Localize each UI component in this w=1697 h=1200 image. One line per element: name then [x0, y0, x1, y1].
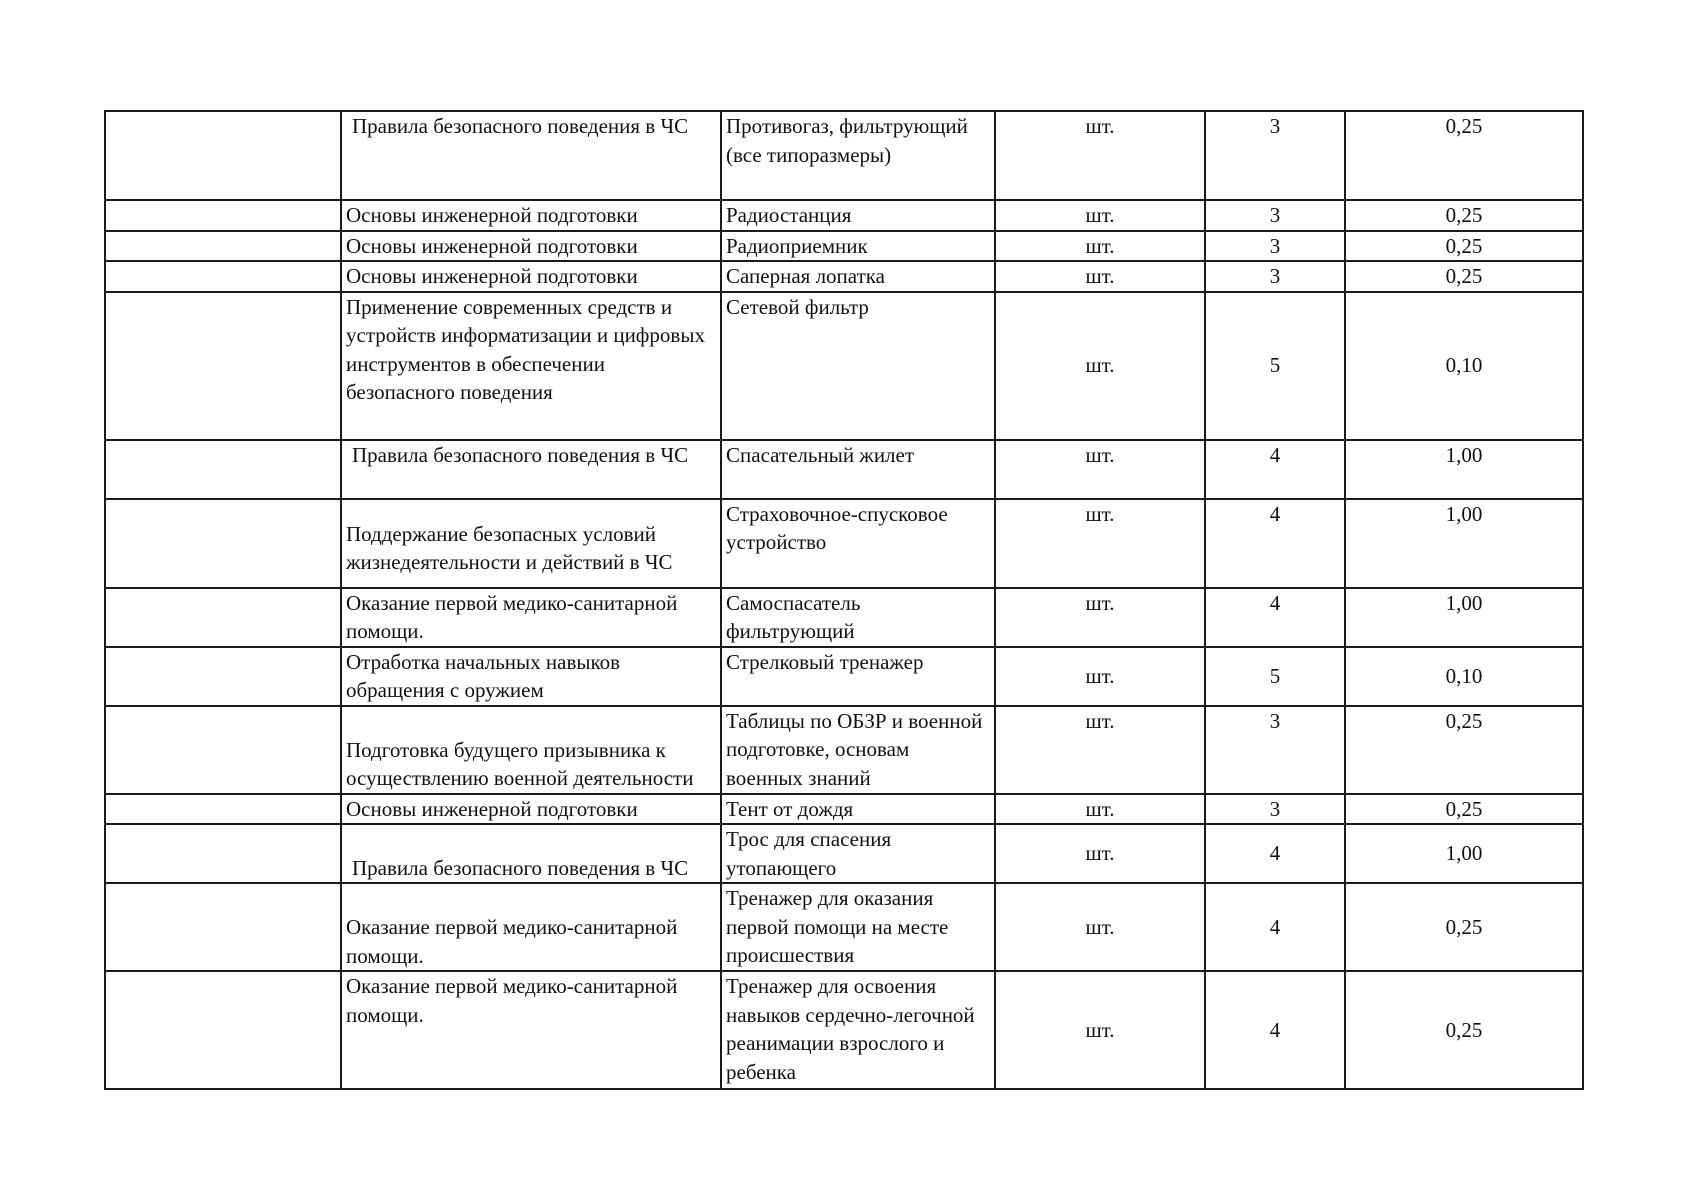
coefficient-cell: 1,00: [1345, 824, 1583, 883]
unit-cell: шт.: [995, 706, 1205, 794]
quantity-cell: 3: [1205, 111, 1345, 200]
unit-cell: шт.: [995, 647, 1205, 706]
table-row: [105, 231, 1583, 262]
number-cell: [105, 883, 341, 971]
table-row: [105, 261, 1583, 292]
topic-cell: Оказание первой медико-санитарной помощи.: [341, 971, 721, 1089]
table-row: [105, 794, 1583, 825]
coefficient-cell: 0,10: [1345, 292, 1583, 440]
coefficient-cell: 0,25: [1345, 794, 1583, 825]
coefficient-cell: 0,25: [1345, 111, 1583, 200]
coefficient-cell: 0,25: [1345, 261, 1583, 292]
number-cell: [105, 261, 341, 292]
table-row: [105, 883, 1583, 971]
topic-cell: Правила безопасного поведения в ЧС: [341, 824, 721, 883]
table-row: [105, 647, 1583, 706]
item-cell: Таблицы по ОБЗР и военной подготовке, основам военных знаний: [721, 706, 995, 794]
table-row: [105, 200, 1583, 231]
unit-cell: шт.: [995, 292, 1205, 440]
quantity-cell: 4: [1205, 883, 1345, 971]
number-cell: [105, 292, 341, 440]
unit-cell: шт.: [995, 440, 1205, 499]
coefficient-cell: 1,00: [1345, 499, 1583, 588]
item-cell: Тренажер для оказания первой помощи на месте происшествия: [721, 883, 995, 971]
unit-cell: шт.: [995, 111, 1205, 200]
topic-cell: Правила безопасного поведения в ЧС: [341, 440, 721, 499]
unit-cell: шт.: [995, 794, 1205, 825]
item-cell: Трос для спасения утопающего: [721, 824, 995, 883]
topic-cell: Основы инженерной подготовки: [341, 794, 721, 825]
topic-cell: Поддержание безопасных условий жизнедеятельности и действий в ЧС: [341, 499, 721, 588]
item-cell: Стрелковый тренажер: [721, 647, 995, 706]
table-row: [105, 111, 1583, 200]
number-cell: [105, 200, 341, 231]
number-cell: [105, 588, 341, 647]
table-row: [105, 706, 1583, 794]
item-cell: Тренажер для освоения навыков сердечно-легочной реанимации взрослого и ребенка: [721, 971, 995, 1089]
quantity-cell: 3: [1205, 200, 1345, 231]
quantity-cell: 4: [1205, 971, 1345, 1089]
unit-cell: шт.: [995, 231, 1205, 262]
unit-cell: шт.: [995, 588, 1205, 647]
topic-cell: Применение современных средств и устройств информатизации и цифровых инструментов в обеспечении безопасного поведения: [341, 292, 721, 440]
item-cell: Спасательный жилет: [721, 440, 995, 499]
number-cell: [105, 111, 341, 200]
quantity-cell: 4: [1205, 588, 1345, 647]
number-cell: [105, 231, 341, 262]
unit-cell: шт.: [995, 971, 1205, 1089]
item-cell: Радиоприемник: [721, 231, 995, 262]
number-cell: [105, 499, 341, 588]
coefficient-cell: 0,25: [1345, 706, 1583, 794]
quantity-cell: 5: [1205, 292, 1345, 440]
coefficient-cell: 0,10: [1345, 647, 1583, 706]
coefficient-cell: 0,25: [1345, 883, 1583, 971]
topic-cell: Основы инженерной подготовки: [341, 261, 721, 292]
quantity-cell: 3: [1205, 706, 1345, 794]
coefficient-cell: 0,25: [1345, 231, 1583, 262]
table-row: [105, 440, 1583, 499]
quantity-cell: 3: [1205, 261, 1345, 292]
topic-cell: Отработка начальных навыков обращения с оружием: [341, 647, 721, 706]
coefficient-cell: 1,00: [1345, 440, 1583, 499]
coefficient-cell: 1,00: [1345, 588, 1583, 647]
quantity-cell: 4: [1205, 824, 1345, 883]
table-row: [105, 588, 1583, 647]
table-row: [105, 499, 1583, 588]
topic-cell: Правила безопасного поведения в ЧС: [341, 111, 721, 200]
item-cell: Страховочное-спусковое устройство: [721, 499, 995, 588]
unit-cell: шт.: [995, 499, 1205, 588]
number-cell: [105, 794, 341, 825]
unit-cell: шт.: [995, 200, 1205, 231]
unit-cell: шт.: [995, 261, 1205, 292]
quantity-cell: 4: [1205, 499, 1345, 588]
number-cell: [105, 706, 341, 794]
topic-cell: Оказание первой медико-санитарной помощи.: [341, 588, 721, 647]
item-cell: Саперная лопатка: [721, 261, 995, 292]
table-row: [105, 824, 1583, 883]
table-row: [105, 971, 1583, 1089]
number-cell: [105, 440, 341, 499]
topic-cell: Подготовка будущего призывника к осуществлению военной деятельности: [341, 706, 721, 794]
quantity-cell: 3: [1205, 231, 1345, 262]
unit-cell: шт.: [995, 824, 1205, 883]
item-cell: Самоспасатель фильтрующий: [721, 588, 995, 647]
coefficient-cell: 0,25: [1345, 200, 1583, 231]
item-cell: Противогаз, фильтрующий (все типоразмеры): [721, 111, 995, 200]
table-row: [105, 292, 1583, 440]
number-cell: [105, 647, 341, 706]
item-cell: Сетевой фильтр: [721, 292, 995, 440]
topic-cell: Основы инженерной подготовки: [341, 200, 721, 231]
item-cell: Радиостанция: [721, 200, 995, 231]
quantity-cell: 5: [1205, 647, 1345, 706]
item-cell: Тент от дождя: [721, 794, 995, 825]
coefficient-cell: 0,25: [1345, 971, 1583, 1089]
quantity-cell: 4: [1205, 440, 1345, 499]
equipment-table: [104, 110, 1584, 1090]
topic-cell: Оказание первой медико-санитарной помощи.: [341, 883, 721, 971]
number-cell: [105, 971, 341, 1089]
number-cell: [105, 824, 341, 883]
topic-cell: Основы инженерной подготовки: [341, 231, 721, 262]
quantity-cell: 3: [1205, 794, 1345, 825]
unit-cell: шт.: [995, 883, 1205, 971]
